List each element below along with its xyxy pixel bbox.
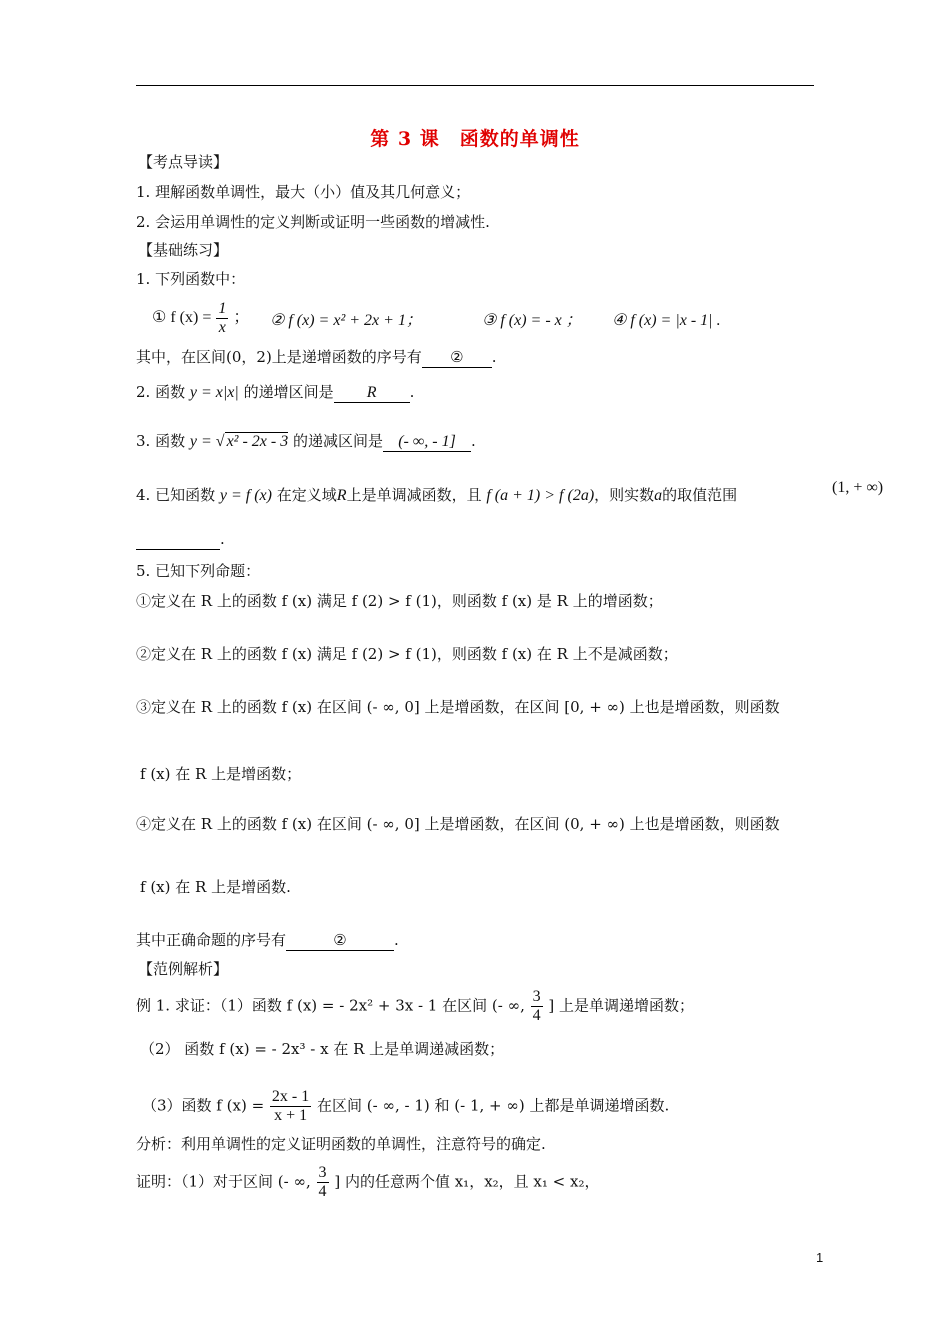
- q1-f3: ③ f (x) = - x ；: [482, 312, 582, 329]
- q3-mid: 的递减区间是: [293, 432, 384, 450]
- q1-f4: ④ f (x) = |x - 1| .: [612, 312, 721, 329]
- q3: [136, 432, 476, 452]
- q2-mid: 的递增区间是: [243, 383, 334, 401]
- q4-answer-blank: [136, 531, 220, 550]
- ex1-line-2: （2） 函数 f (x) = - 2x³ - x 在 R 上是单调递减函数；: [140, 1040, 505, 1058]
- q5-ask-pre: 其中正确命题的序号有: [136, 931, 287, 949]
- q1-stem: 1. 下列函数中：: [136, 270, 246, 288]
- ex1-l1-den: 4: [532, 1007, 541, 1024]
- q1-f1-fraction: [216, 300, 228, 337]
- q5-prop-3a: ③定义在 R 上的函数 f (x) 在区间 (- ∞, 0] 上是增函数，在区间 [0, + ∞) 上也是增函数，则函数: [136, 698, 780, 716]
- q1-answer-blank: ②: [422, 349, 492, 368]
- q4-pre: 4. 已知函数: [136, 486, 216, 504]
- q4-blank-line: [136, 530, 225, 550]
- q2-answer-blank: R: [334, 383, 410, 403]
- q1-f2: ② f (x) = x² + 2x + 1；: [270, 312, 422, 329]
- section-jichu: 【基础练习】: [138, 241, 229, 259]
- q3-radicand: x² - 2x - 3: [226, 433, 289, 450]
- header-rule: [136, 85, 814, 86]
- ex1-proof-post: ] 内的任意两个值 x₁，x₂，且 x₁ < x₂，: [334, 1172, 600, 1191]
- ex1-proof-num: 3: [318, 1164, 327, 1181]
- q5-prop-1: ①定义在 R 上的函数 f (x) 满足 f (2) > f (1)，则函数 f (x) 是 R 上的增函数；: [136, 592, 663, 610]
- q1-f1-post: ；: [233, 309, 250, 327]
- q4-expr: y = f (x): [219, 487, 272, 504]
- q1-ask-pre: 其中，在区间(0，2)上是递增函数的序号有: [136, 348, 422, 366]
- ex1-l3-den: x + 1: [274, 1107, 308, 1124]
- ex1-l3-num: 2x - 1: [271, 1088, 310, 1105]
- q5-answer-blank: ②: [286, 932, 394, 951]
- section-fanli: 【范例解析】: [138, 960, 229, 978]
- q1-f1-pre: ① f (x) =: [152, 309, 212, 327]
- q5-prop-2: ②定义在 R 上的函数 f (x) 满足 f (2) > f (1)，则函数 f (x) 在 R 上不是减函数；: [136, 645, 678, 663]
- ex1-l1-post: ] 上是单调递增函数；: [548, 996, 695, 1015]
- ex1-proof-den: 4: [318, 1183, 327, 1200]
- ex1-line-3: [142, 1088, 669, 1125]
- q5-prop-3b: f (x) 在 R 上是增函数；: [140, 765, 302, 783]
- ex1-l3-fraction: [270, 1088, 311, 1125]
- q4-var-a: a: [654, 487, 663, 504]
- q1-ask: [136, 348, 497, 368]
- q2-post: .: [409, 383, 415, 401]
- ex1-line-1: [136, 988, 694, 1025]
- ex1-l1-pre: 例 1. 求证：（1）函数 f (x) = - 2x² + 3x - 1 在区间 (- ∞,: [136, 996, 525, 1015]
- ex1-proof-pre: 证明：（1）对于区间 (- ∞,: [136, 1172, 311, 1191]
- ex1-l1-fraction: [531, 988, 543, 1025]
- ex1-l3-post: 在区间 (- ∞, - 1) 和 (- 1, + ∞) 上都是单调递增函数.: [317, 1096, 670, 1115]
- kaodian-item-2: 2. 会运用单调性的定义判断或证明一些函数的增减性.: [136, 213, 490, 231]
- q1-f1-den: x: [218, 319, 226, 336]
- q4-var-r: R: [336, 487, 347, 504]
- q2: [136, 383, 414, 403]
- q1-ask-post: .: [491, 348, 497, 366]
- ex1-proof: [136, 1164, 599, 1201]
- q4-condition: f (a + 1) > f (2a): [486, 487, 595, 504]
- kaodian-item-1: 1. 理解函数单调性，最大（小）值及其几何意义；: [136, 183, 471, 201]
- q3-post: .: [471, 432, 476, 450]
- q4-answer: (1, + ∞): [832, 479, 884, 496]
- q4-mid2: 上是单调减函数，且: [346, 486, 482, 504]
- q5-ask: [136, 931, 399, 951]
- q4-mid1: 在定义域: [276, 486, 337, 504]
- q5-prop-4b: f (x) 在 R 上是增函数.: [140, 878, 291, 896]
- page-number: 1: [816, 1250, 824, 1265]
- lesson-title: 第 3 课 函数的单调性: [370, 128, 580, 150]
- q5-stem: 5. 已知下列命题：: [136, 562, 261, 580]
- q5-ask-post: .: [394, 931, 399, 949]
- q5-prop-4a: ④定义在 R 上的函数 f (x) 在区间 (- ∞, 0] 上是增函数，在区间 (0, + ∞) 上也是增函数，则函数: [136, 815, 780, 833]
- ex1-l3-pre: （3）函数 f (x) =: [142, 1096, 265, 1115]
- q1-functions: [152, 300, 249, 337]
- q4-post: .: [220, 530, 225, 548]
- q3-expr-pre: y =: [189, 433, 216, 450]
- q3-expr: y = √ x² - 2x - 3: [189, 433, 289, 450]
- q1-f1-num: 1: [218, 300, 227, 317]
- q3-answer-blank: (- ∞, - 1]: [383, 432, 471, 452]
- ex1-analysis: 分析：利用单调性的定义证明函数的单调性，注意符号的确定.: [136, 1135, 546, 1153]
- ex1-proof-fraction: [317, 1164, 329, 1201]
- q2-pre: 2. 函数: [136, 383, 186, 401]
- q4-mid3: ，则实数: [594, 486, 655, 504]
- q4-mid4: 的取值范围: [662, 486, 738, 504]
- section-kaodian: 【考点导读】: [138, 153, 229, 171]
- q3-pre: 3. 函数: [136, 432, 186, 450]
- ex1-l1-num: 3: [532, 988, 541, 1005]
- q2-expr: y = x|x|: [189, 384, 239, 401]
- q4-line: [136, 486, 737, 505]
